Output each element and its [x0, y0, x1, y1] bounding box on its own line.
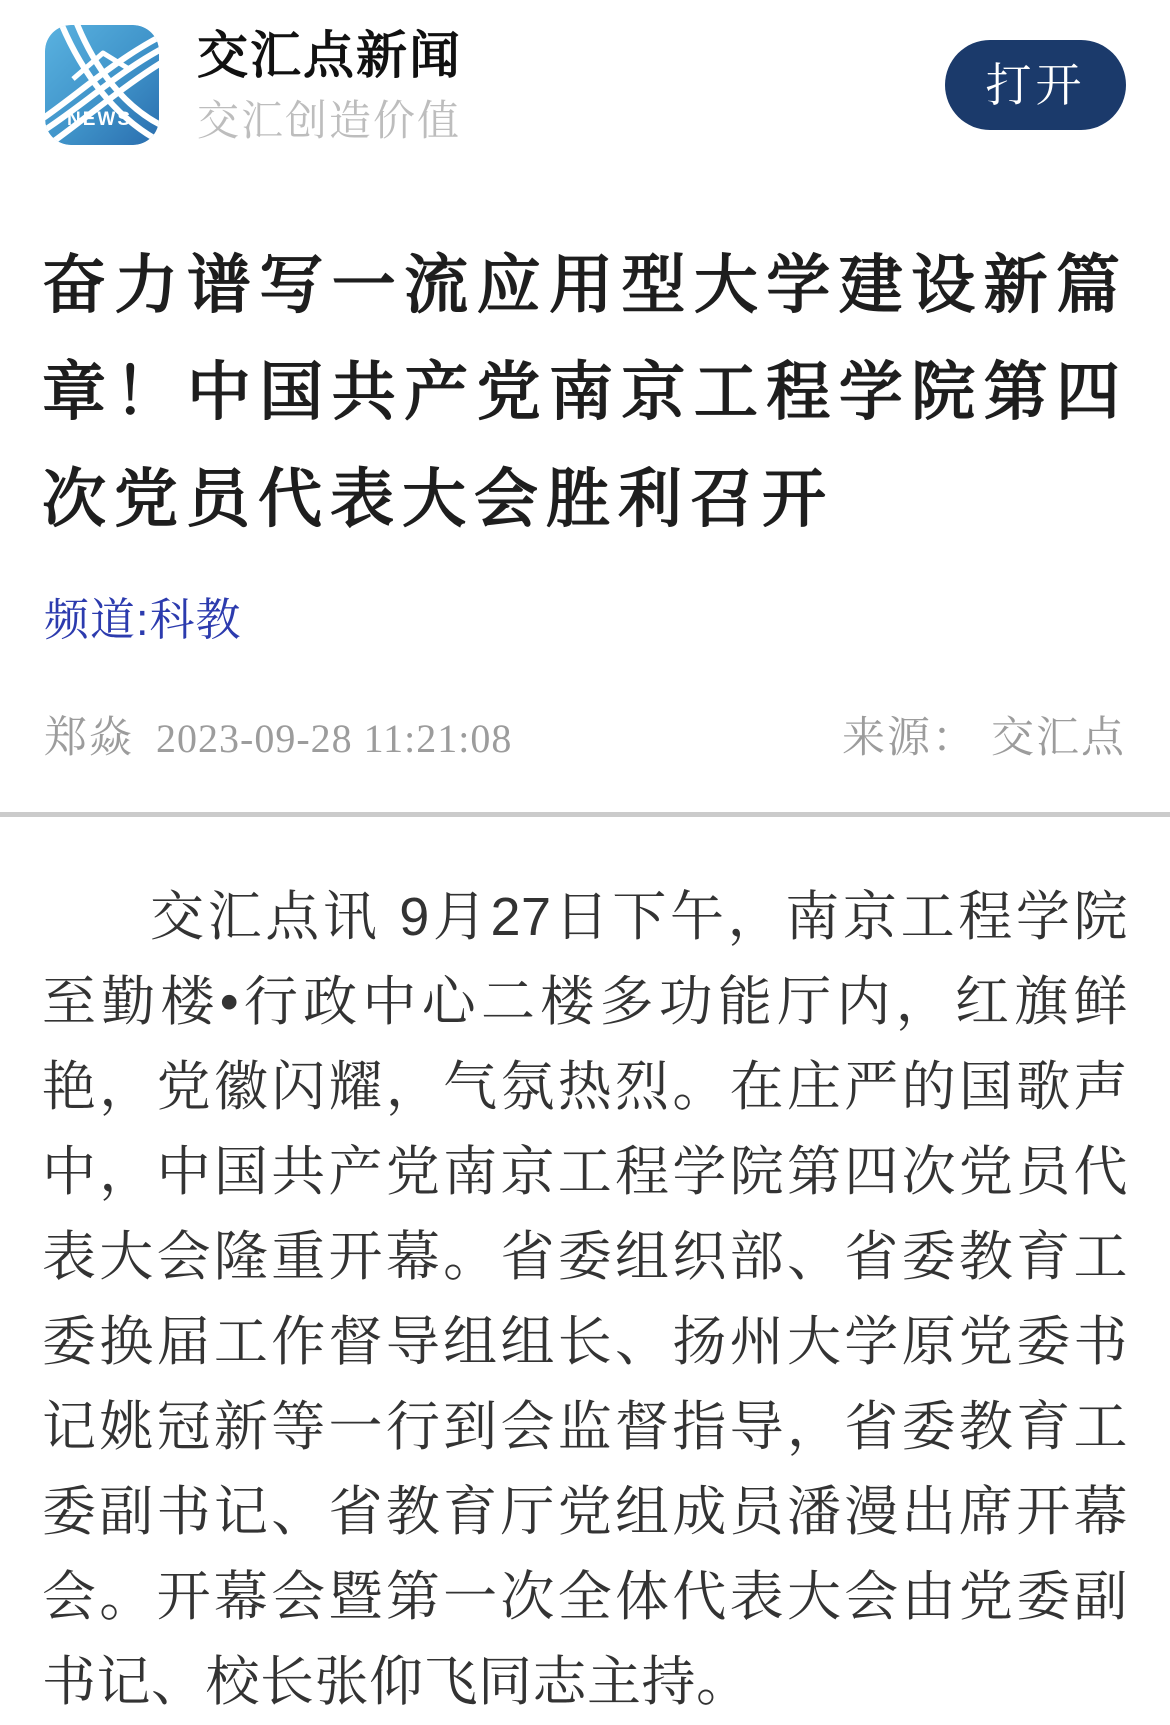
publish-time: 2023-09-28 11:21:08 — [156, 716, 513, 761]
author-name: 郑焱 — [44, 714, 134, 762]
article-meta — [44, 704, 1126, 765]
app-banner-text — [197, 26, 945, 145]
news-icon-badge: NEWS — [67, 109, 132, 130]
source-label: 来源： 交汇点 — [842, 714, 1126, 762]
open-app-button[interactable]: 打开 — [945, 40, 1126, 130]
news-app-icon — [45, 25, 159, 145]
app-tagline: 交汇创造价值 — [197, 97, 462, 145]
app-name: 交汇点新闻 — [197, 26, 463, 84]
app-banner — [0, 0, 1170, 148]
article-title: 奋力谱写一流应用型大学建设新篇章！中国共产党南京工程学院第四次党员代表大会胜利召开 — [42, 249, 1128, 535]
article — [0, 232, 1170, 1725]
channel-link[interactable]: 频道:科教 — [44, 594, 242, 645]
article-body — [42, 817, 1128, 1725]
article-meta-left — [44, 704, 512, 765]
article-paragraph: 交汇点讯 9月27日下午，南京工程学院至勤楼•行政中心二楼多功能厅内，红旗鲜艳，党徽闪耀，气氛热烈。在庄严的国歌声中，中国共产党南京工程学院第四次党员代表大会隆重开幕。省委组织部、省委教育工委换届工作督导组组长、扬州大学原党委书记姚冠新等一行到会监督指导，省委教育工委副书记、省教育厅党组成员潘漫出席开幕会。开幕会暨第一次全体代表大会由党委副书记、校长张仰飞同志主持。 — [42, 887, 1128, 1712]
